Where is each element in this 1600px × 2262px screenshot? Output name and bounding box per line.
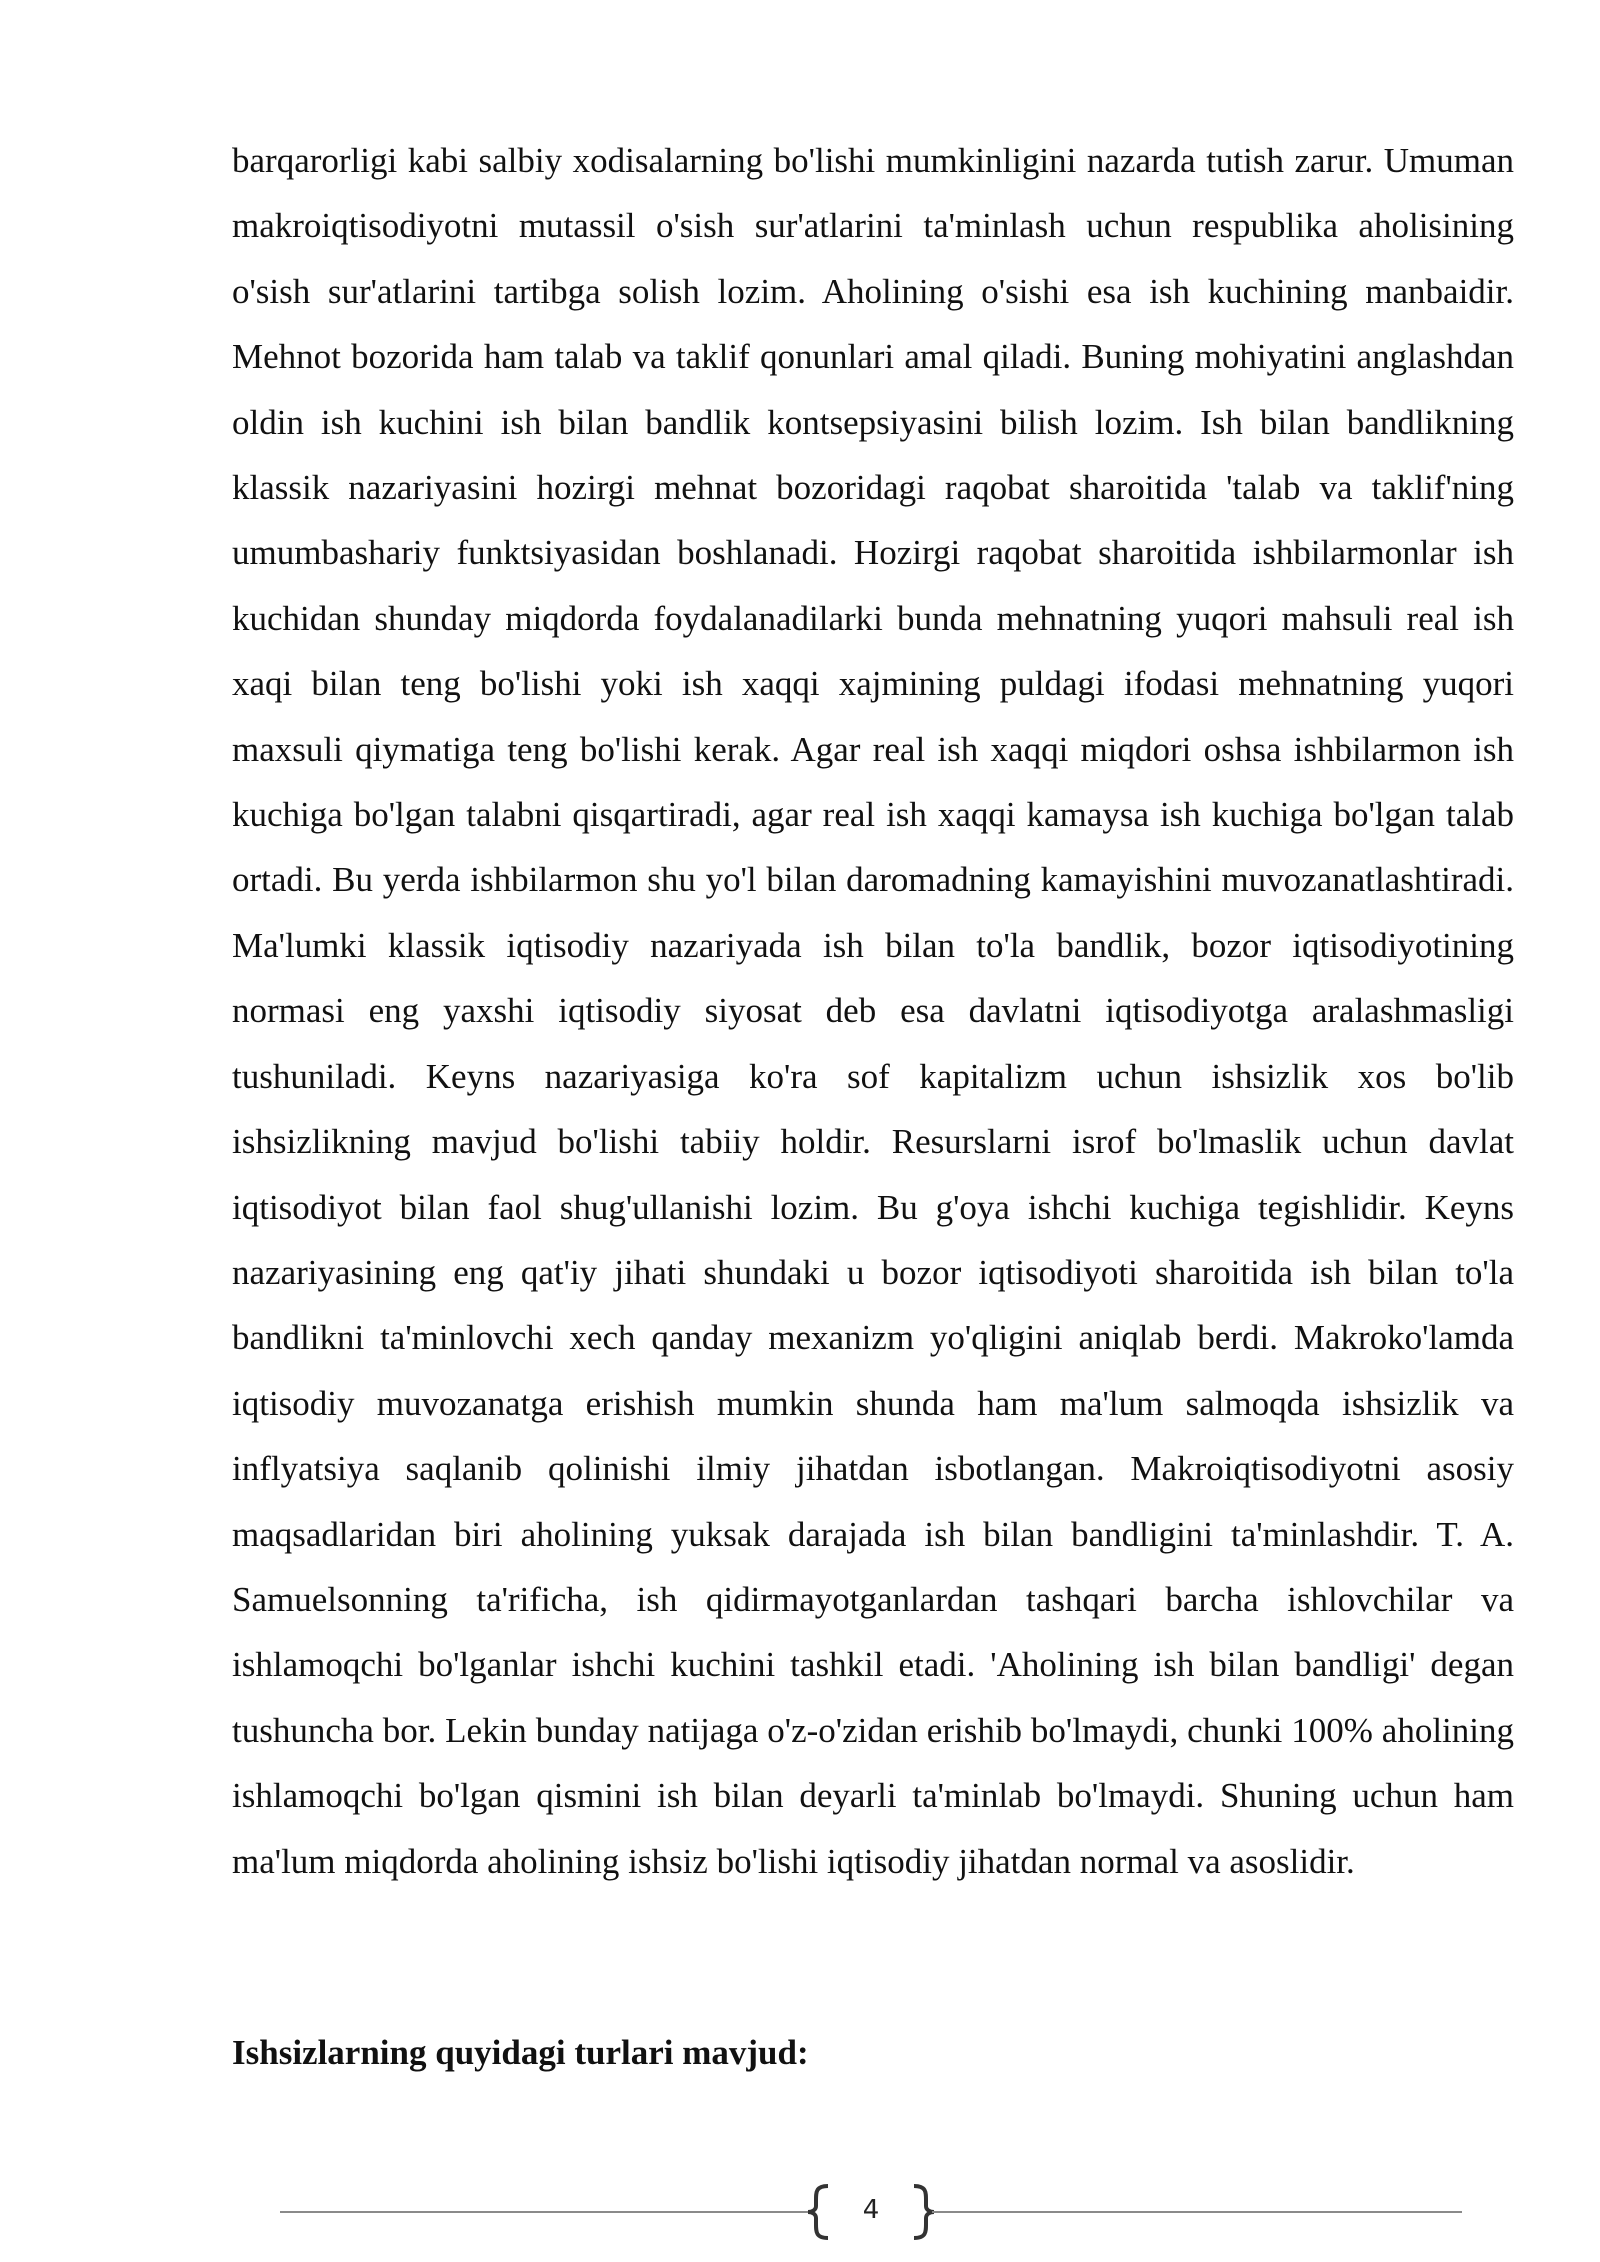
page-number: 4 [862,2195,880,2225]
right-brace-icon [914,2186,934,2238]
left-brace-icon [808,2186,828,2238]
body-paragraph: barqarorligi kabi salbiy xodisalarning bo'lishi mumkinligini nazarda tutish zarur. Umuman makroiqtisodiyotni mutassil o'sish sur'atlarini ta'minlash uchun respublika aholisining o'sish sur'atlarini tartibga solish lozim. Aholining o'sishi esa ish kuchining manbaidir. Mehnot bozorida ham talab va taklif qonunlari amal qiladi. Buning mohiyatini anglashdan oldin ish kuchini ish bilan bandlik kontsepsiyasini bilish lozim. Ish bilan bandlikning klassik nazariyasini hozirgi mehnat bozoridagi raqobat sharoitida 'talab va taklif'ning umumbashariy funktsiyasidan boshlanadi. Hozirgi raqobat sharoitida ishbilarmonlar ish kuchidan shunday miqdorda foydalanadilarki bunda mehnatning yuqori mahsuli real ish xaqi bilan teng bo'lishi yoki ish xaqqi xajmining puldagi ifodasi mehnatning yuqori maxsuli qiymatiga teng bo'lishi kerak. Agar real ish xaqqi miqdori oshsa ishbilarmon ish kuchiga bo'lgan talabni qisqartiradi, agar real ish xaqqi kamaysa ish kuchiga bo'lgan talab ortadi. Bu yerda ishbilarmon shu yo'l bilan daromadning kamayishini muvozanatlashtiradi. Ma'lumki klassik iqtisodiy nazariyada ish bilan to'la bandlik, bozor iqtisodiyotining normasi eng yaxshi iqtisodiy siyosat deb esa davlatni iqtisodiyotga aralashmasligi tushuniladi. Keyns nazariyasiga ko'ra sof kapitalizm uchun ishsizlik xos bo'lib ishsizlikning mavjud bo'lishi tabiiy holdir. Resurslarni isrof bo'lmaslik uchun davlat iqtisodiyot bilan faol shug'ullanishi lozim. Bu g'oya ishchi kuchiga tegishlidir. Keyns nazariyasining eng qat'iy jihati shundaki u bozor iqtisodiyoti sharoitida ish bilan to'la bandlikni ta'minlovchi xech qanday mexanizm yo'qligini aniqlab berdi. Makroko'lamda iqtisodiy muvozanatga erishish mumkin shunda ham ma'lum salmoqda ishsizlik va inflyatsiya saqlanib qolinishi ilmiy jihatdan isbotlangan. Makroiqtisodiyotni asosiy maqsadlaridan biri aholining yuksak darajada ish bilan bandligini ta'minlashdir. T. A. Samuelsonning ta'rificha, ish qidirmayotganlardan tashqari barcha ishlovchilar va ishlamoqchi bo'lganlar ishchi kuchini tashkil etadi. 'Aholining ish bilan bandligi' degan tushuncha bor. Lekin bunday natijaga o'z-o'zidan erishib bo'lmaydi, chunki 100% aholining ishlamoqchi bo'lgan qismini ish bilan deyarli ta'minlab bo'lmaydi. Shuning uchun ham ma'lum miqdorda aholining ishsiz bo'lishi iqtisodiy jihatdan normal va asoslidir. [232,141,1514,1881]
page-footer [280,2180,1462,2242]
section-heading: Ishsizlarning quyidagi turlari mavjud: [232,2033,809,2072]
